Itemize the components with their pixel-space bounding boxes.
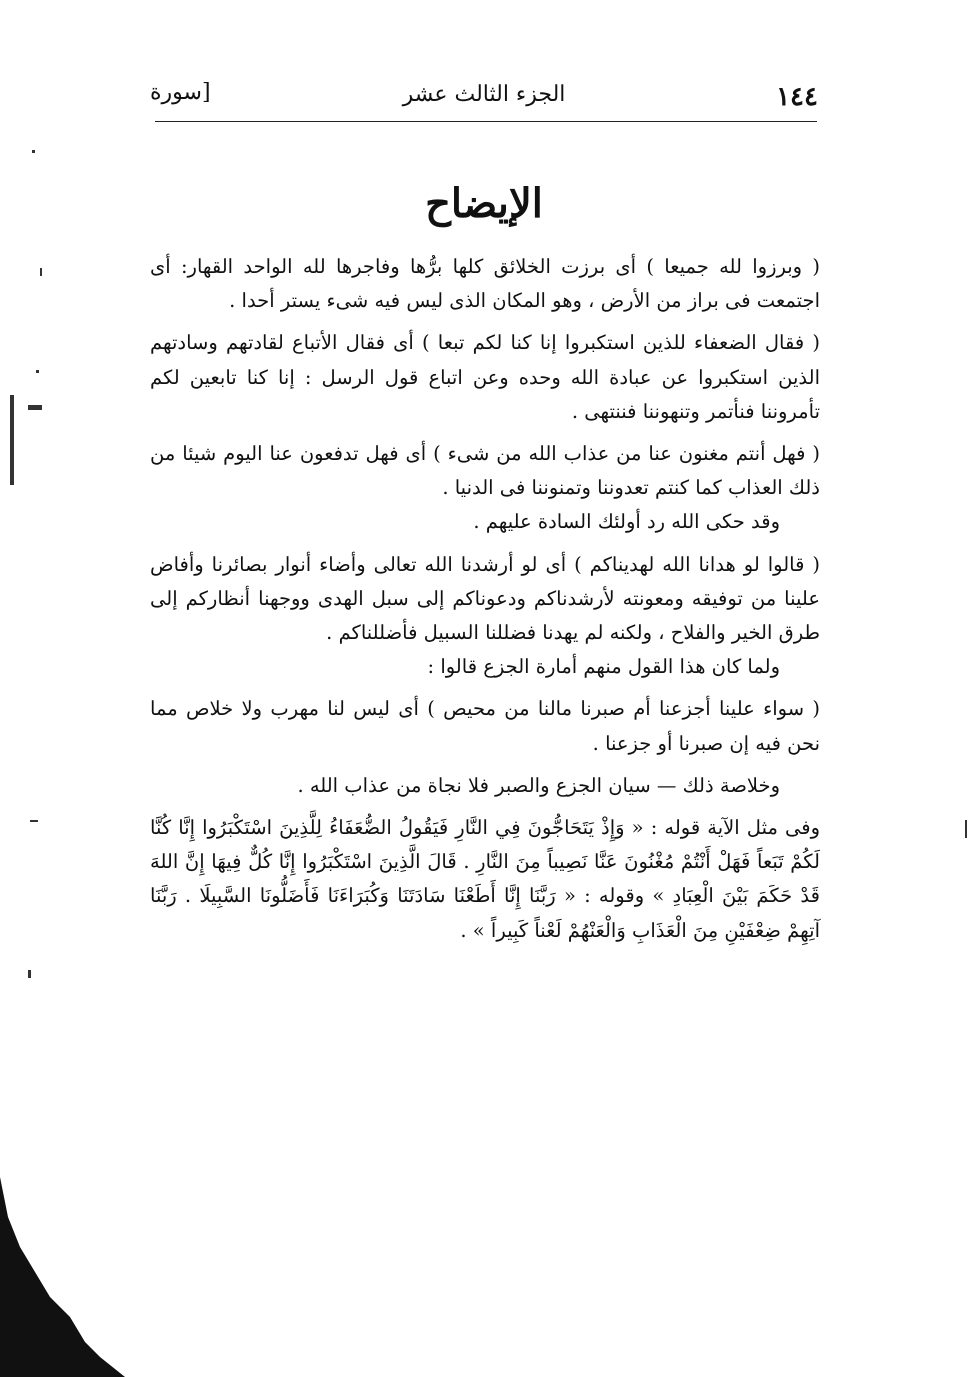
page-number: ١٤٤	[776, 82, 818, 112]
scan-speck	[36, 370, 39, 373]
scan-speck	[30, 820, 38, 822]
scan-speck	[40, 268, 42, 276]
paragraph-1: ( وبرزوا لله جميعا ) أى برزت الخلائق كلها برُّها وفاجرها لله الواحد القهار: أى اجتمعت فى براز من الأرض ، وهو المكان الذى ليس فيه شىء يستر أحدا .	[150, 255, 820, 313]
paragraph-7: ( سواء علينا أجزعنا أم صبرنا مالنا من محيص ) أى ليس لنا مهرب ولا خلاص مما نحن فيه إن صبرنا أو جزعنا .	[150, 697, 820, 755]
paragraph-8: وخلاصة ذلك — سيان الجزع والصبر فلا نجاة من عذاب الله .	[297, 773, 780, 797]
scan-speck	[28, 970, 31, 978]
paragraph-2: ( فقال الضعفاء للذين استكبروا إنا كنا لكم تبعا ) أى فقال الأتباع لقادتهم وسادتهم الذين استكبروا عن عبادة الله وحده وعن اتباع قول الرسل : إنا كنا تابعين لكم تأمروننا فنأتمر وتنهوننا فننتهى .	[150, 331, 820, 423]
part-title: الجزء الثالث عشر	[402, 82, 566, 107]
running-header	[150, 78, 818, 118]
scan-speck	[28, 405, 42, 410]
section-heading: الإيضاح	[425, 180, 543, 227]
scan-speck	[965, 820, 967, 838]
surah-label: [سورة	[150, 80, 211, 105]
scan-shadow-corner	[0, 1177, 125, 1377]
paragraph-9: وفى مثل الآية قوله : « وَإِذْ يَتَحَاجُّونَ فِي النَّارِ فَيَقُولُ الضُّعَفَاءُ لِلَّذِينَ اسْتَكْبَرُوا إِنَّا كُنَّا لَكُمْ تَبَعاً فَهَلْ أَنْتُمْ مُغْنُونَ عَنَّا نَصِيباً مِنَ النَّارِ . قَالَ الَّذِينَ اسْتَكْبَرُوا إِنَّا كُلٌّ فِيهَا إِنَّ اللهَ قَدْ حَكَمَ بَيْنَ الْعِبَادِ » وقوله : « رَبَّنَا إِنَّا أَطَعْنَا سَادَتَنَا وَكُبَرَاءَنَا فَأَضَلُّونَا السَّبِيلَا . رَبَّنَا آتِهِمْ ضِعْفَيْنِ مِنَ الْعَذَابِ وَالْعَنْهُمْ لَعْناً كَبِيراً » .	[150, 816, 820, 942]
paragraph-6: ولما كان هذا القول منهم أمارة الجزع قالوا :	[427, 655, 780, 679]
body-text	[150, 250, 820, 948]
header-rule	[155, 121, 817, 122]
paragraph-5: ( قالوا لو هدانا الله لهديناكم ) أى لو أرشدنا الله تعالى وأضاء أنوار بصائرنا وأفاض علينا من توفيقه ومعونته لأرشدناكم ودعوناكم إلى سبل الهدى ووجهنا أنظاركم إلى طرق الخير والفلاح ، ولكنه لم يهدنا فضللنا السبيل فأضللناكم .	[150, 552, 820, 645]
paragraph-4: وقد حكى الله رد أولئك السادة عليهم .	[473, 510, 780, 534]
scan-speck	[10, 395, 14, 485]
scan-speck	[32, 150, 35, 153]
paragraph-3: ( فهل أنتم مغنون عنا من عذاب الله من شىء ) أى فهل تدفعون عنا اليوم شيئا من ذلك العذاب كما كنتم تعدوننا وتمنوننا فى الدنيا .	[150, 442, 820, 500]
